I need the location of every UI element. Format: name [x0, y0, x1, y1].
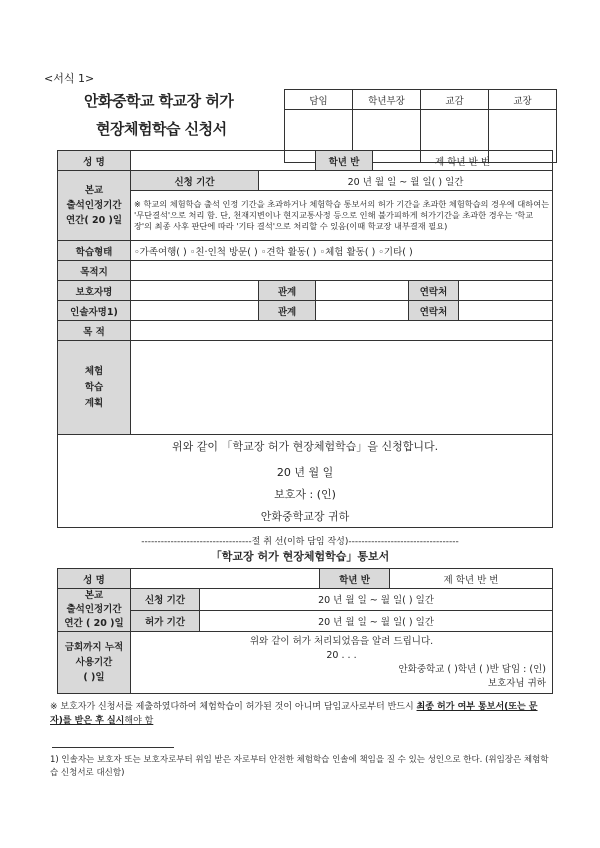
guardian-contact-field[interactable]	[459, 281, 553, 301]
notif-grade-label: 학년 반	[320, 569, 390, 589]
escort-name-field[interactable]	[131, 301, 259, 321]
destination-field[interactable]	[131, 261, 553, 281]
notif-statement-block	[131, 632, 553, 694]
grade-class-field[interactable]: 제 학년 반 번	[373, 151, 553, 171]
footnote-divider	[52, 747, 174, 748]
period-notice: ※ 학교의 체험학습 출석 인정 기간을 초과하거나 체험학습 통보서의 허가 기간을 초과한 체험학습의 경우에 대하여는 '무단결석'으로 처리 함. 단, 천재지변이나 현지교통사정 등으로 인해 불가피하게 허가기간을 초과한 경우는 '학교장'의 최종 사후 판단에 따라 '기타 결석'으로 처리할 수 있음(이때 학교장 내부결재 필요)	[131, 191, 553, 241]
approval-grade-head: 학년부장	[353, 90, 421, 110]
notif-period-field[interactable]: 20 년 월 일 ~ 월 일( ) 일간	[200, 589, 553, 611]
approval-principal: 교장	[489, 90, 557, 110]
important-notice	[50, 700, 550, 728]
notification-title: 「학교장 허가 현장체험학습」통보서	[210, 550, 390, 563]
purpose-field[interactable]	[131, 321, 553, 341]
name-label: 성 명	[58, 151, 131, 171]
notification-table	[57, 568, 553, 694]
grade-class-label: 학년 반	[316, 151, 373, 171]
application-statement-block	[58, 435, 553, 528]
notif-statement: 위와 같이 허가 처리되었음을 알려 드립니다.	[249, 635, 434, 647]
guardian-name-field[interactable]	[131, 281, 259, 301]
approval-homeroom: 담임	[285, 90, 353, 110]
application-statement: 위와 같이 「학교장 허가 현장체험학습」을 신청합니다.	[171, 440, 439, 453]
notif-name-label: 성 명	[58, 569, 131, 589]
attendance-days-label: 본교 출석인정기간 연간( 20 )일	[58, 171, 131, 241]
application-date[interactable]: 20 년 월 일	[276, 466, 334, 479]
escort-contact-label: 연락처	[409, 301, 459, 321]
notice-emphasis: 최종 허가 여부 통보서(또는 문자)를 받은 후 실시	[50, 702, 538, 726]
guardian-signature[interactable]: 보호자 : (인)	[274, 488, 336, 501]
name-field[interactable]	[131, 151, 316, 171]
plan-field[interactable]	[131, 341, 553, 435]
notif-grade-field[interactable]: 제 학년 반 번	[390, 569, 553, 589]
guardian-contact-label: 연락처	[409, 281, 459, 301]
approval-vice-principal: 교감	[421, 90, 489, 110]
notif-name-field[interactable]	[131, 569, 320, 589]
destination-label: 목적지	[58, 261, 131, 281]
guardian-relation-label: 관계	[259, 281, 316, 301]
purpose-label: 목 적	[58, 321, 131, 341]
notif-period-label: 신청 기간	[131, 589, 200, 611]
cut-line: ----------------------------------절 취 선(이하 담임 작성)----------------------------------	[141, 537, 459, 547]
notif-date[interactable]: 20 . . .	[326, 649, 357, 661]
footnote: 1) 인솔자는 보호자 또는 보호자로부터 위임 받은 자로부터 안전한 체험학습 인솔에 책임을 질 수 있는 성인으로 한다. (위임장은 체험학습 신청서로 대신함)	[50, 755, 549, 778]
notif-addressee: 보호자님 귀하	[487, 677, 546, 689]
form-number-label: <서식 1>	[44, 72, 95, 85]
notice-suffix: 해야 함	[124, 716, 154, 726]
escort-relation-label: 관계	[259, 301, 316, 321]
notif-used-days-label: 금회까지 누적 사용기간 ( )일	[58, 632, 131, 694]
notice-prefix: ※ 보호자가 신청서를 제출하였다하여 체험학습이 허가된 것이 아니며 담임교사로부터 반드시	[50, 702, 417, 712]
application-addressee: 안화중학교장 귀하	[260, 510, 350, 523]
escort-contact-field[interactable]	[459, 301, 553, 321]
learning-type-label: 학습형태	[58, 241, 131, 261]
plan-label: 체험 학습 계획	[58, 341, 131, 435]
document-title-line1: 안화중학교 학교장 허가	[84, 92, 234, 110]
learning-type-options[interactable]: ◦가족여행( ) ◦친·인척 방문( ) ◦견학 활동( ) ◦체험 활동( ) ◦기타( )	[131, 241, 553, 261]
application-table	[57, 150, 553, 528]
guardian-relation-field[interactable]	[316, 281, 409, 301]
escort-name-label: 인솔자명1)	[58, 301, 131, 321]
notif-permit-label: 허가 기간	[131, 610, 200, 632]
notif-attendance-label: 본교 출석인정기간 연간 ( 20 )일	[58, 589, 131, 632]
period-label: 신청 기간	[131, 171, 259, 191]
guardian-name-label: 보호자명	[58, 281, 131, 301]
document-title-line2: 현장체험학습 신청서	[96, 120, 227, 138]
period-field[interactable]: 20 년 월 일 ~ 월 일( ) 일간	[259, 171, 553, 191]
notif-permit-field[interactable]: 20 년 월 일 ~ 월 일( ) 일간	[200, 610, 553, 632]
escort-relation-field[interactable]	[316, 301, 409, 321]
notif-homeroom-signature[interactable]: 안화중학교 ( )학년 ( )반 담임 : (인)	[398, 663, 546, 675]
